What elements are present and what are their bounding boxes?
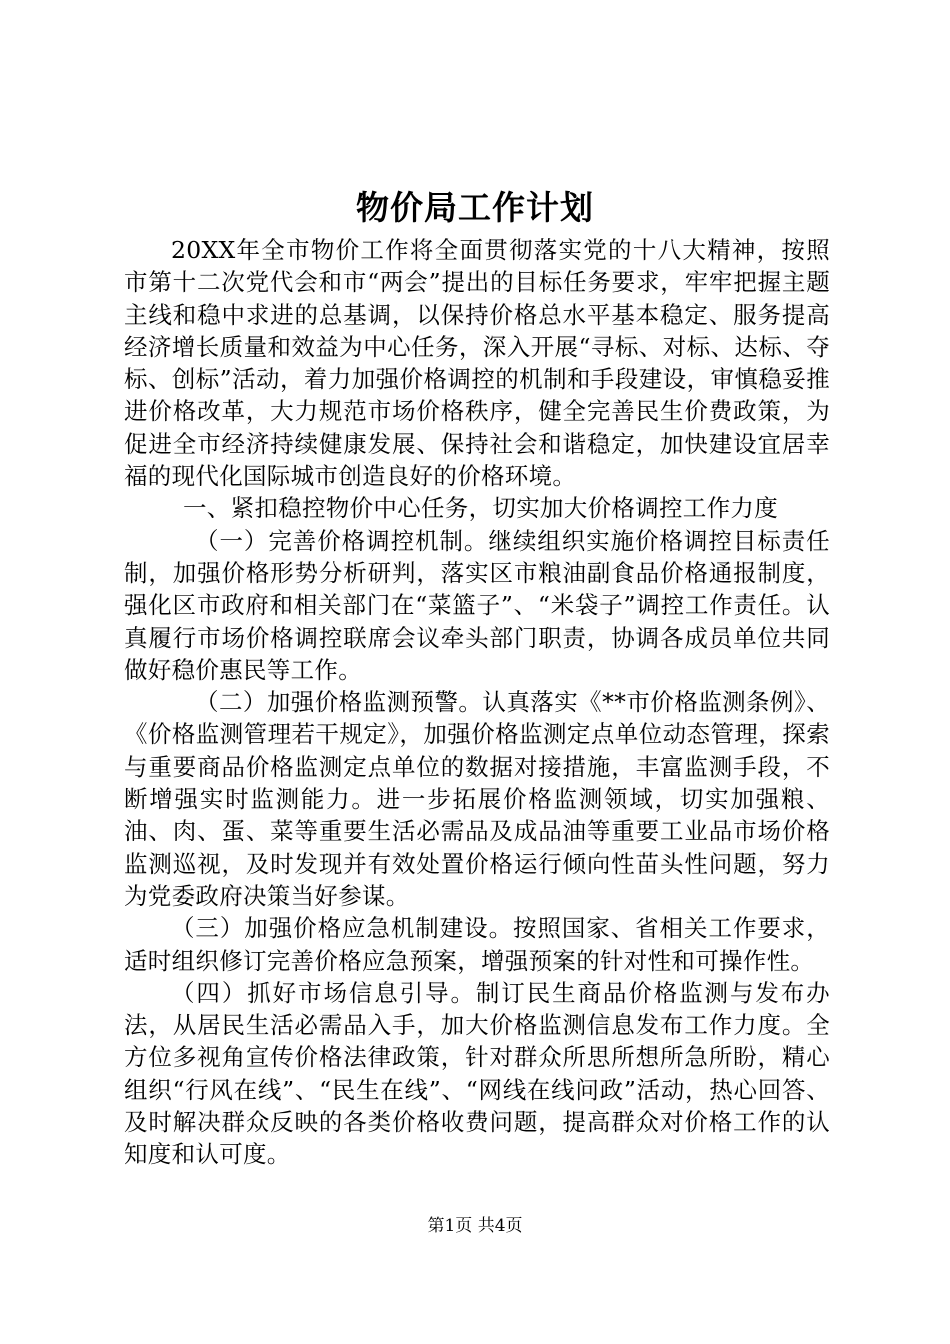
subsection-paragraph-1: （一）完善价格调控机制。继续组织实施价格调控目标责任制，加强价格形势分析研判，落实区市粮油副食品价格通报制度，强化区市政府和相关部门在“菜篮子”、“米袋子”调控工作责任。认真履行市场价格调控联席会议牵头部门职责，协调各成员单位共同做好稳价惠民等工作。 [124, 526, 830, 684]
section-heading-1: 一、紧扣稳控物价中心任务，切实加大价格调控工作力度 [183, 494, 778, 523]
intro-paragraph: 20XX年全市物价工作将全面贯彻落实党的十八大精神，按照市第十二次党代会和市“两会”提出的目标任务要求，牢牢把握主题主线和稳中求进的总基调，以保持价格总水平基本稳定、服务提高经济增长质量和效益为中心任务，深入开展“寻标、对标、达标、夺标、创标”活动，着力加强价格调控的机制和手段建设，审慎稳妥推进价格改革，大力规范市场价格秩序，健全完善民生价费政策，为促进全市经济持续健康发展、保持社会和谐稳定，加快建设宜居幸福的现代化国际城市创造良好的价格环境。 [124, 236, 830, 491]
subsection-paragraph-4: （四）抓好市场信息引导。制订民生商品价格监测与发布办法，从居民生活必需品入手，加大价格监测信息发布工作力度。全方位多视角宣传价格法律政策，针对群众所思所想所急所盼，精心组织“行风在线”、“民生在线”、“网线在线问政”活动，热心回答、及时解决群众反映的各类价格收费问题，提高群众对价格工作的认知度和认可度。 [124, 978, 830, 1169]
document-body [124, 234, 830, 1171]
page-number-footer: 第1页 共4页 [427, 1216, 523, 1236]
subsection-paragraph-3: （三）加强价格应急机制建设。按照国家、省相关工作要求，适时组织修订完善价格应急预案，增强预案的针对性和可操作性。 [124, 914, 830, 975]
subsection-paragraph-2: （二）加强价格监测预警。认真落实《**市价格监测条例》、《价格监测管理若干规定》，加强价格监测定点单位动态管理，探索与重要商品价格监测定点单位的数据对接措施，丰富监测手段，不断增强实时监测能力。进一步拓展价格监测领域，切实加强粮、油、肉、蛋、菜等重要生活必需品及成品油等重要工业品市场价格监测巡视，及时发现并有效处置价格运行倾向性苗头性问题，努力为党委政府决策当好参谋。 [124, 688, 830, 910]
document-title: 物价局工作计划 [356, 188, 594, 227]
